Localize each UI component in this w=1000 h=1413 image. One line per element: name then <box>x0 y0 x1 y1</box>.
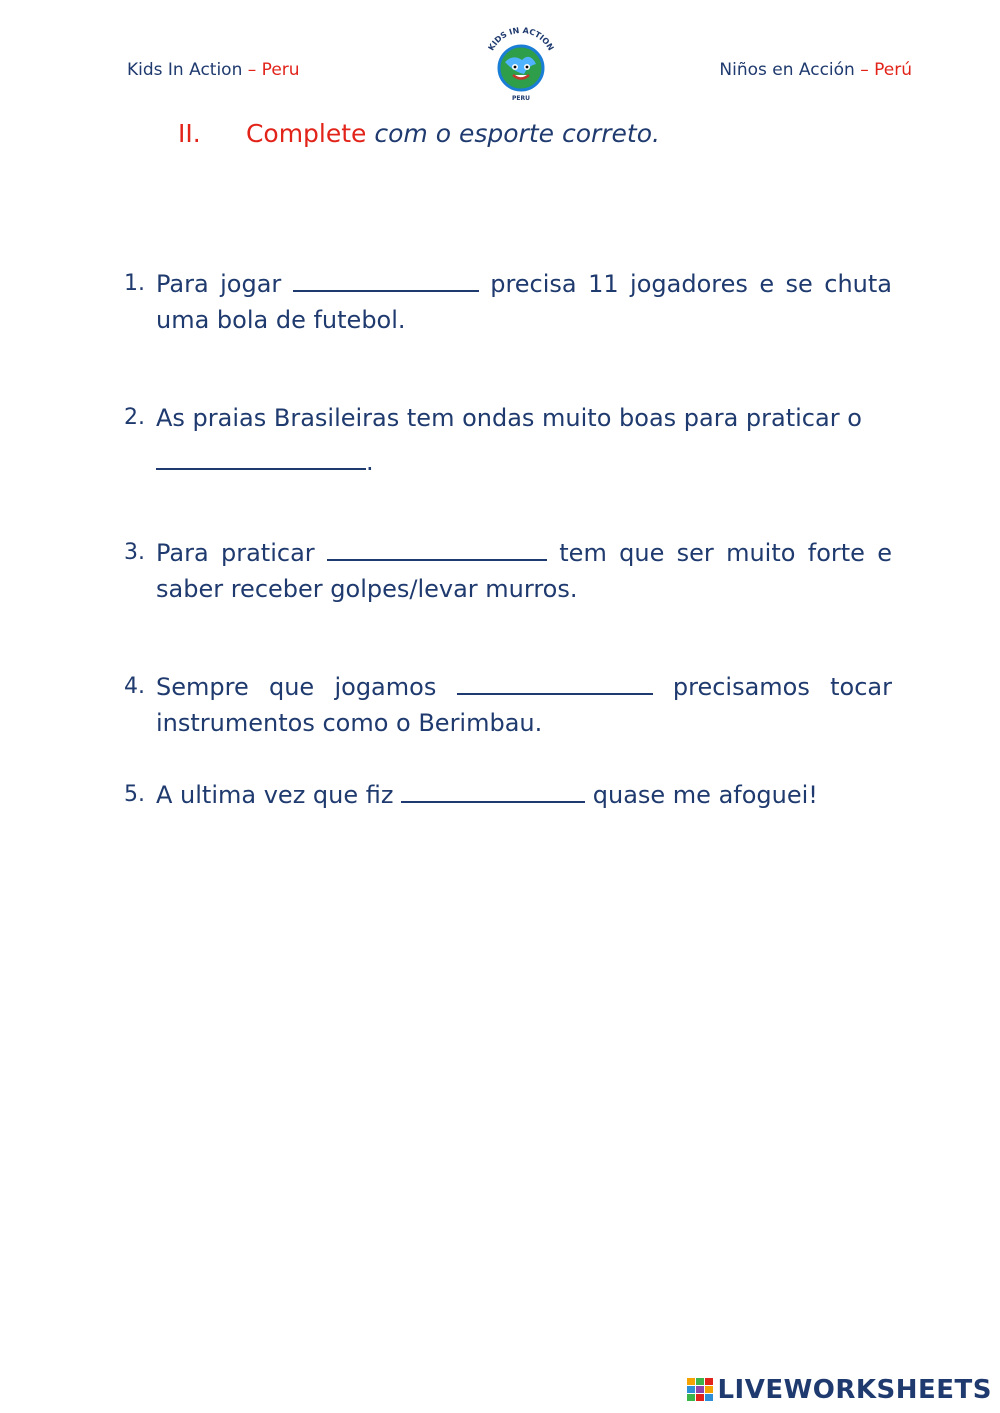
question-5 <box>124 777 892 813</box>
question-text-after: precisa 11 jogadores e se chuta uma bola de futebol. <box>156 270 892 334</box>
question-number: 1. <box>124 271 145 296</box>
section-instruction-verb: Complete <box>245 119 367 148</box>
question-3 <box>124 535 892 607</box>
question-text-before: Para jogar <box>156 270 282 298</box>
question-4 <box>124 669 892 741</box>
logo-top-text: KIDS IN ACTION <box>486 25 556 53</box>
header-right <box>719 60 912 80</box>
question-number: 3. <box>124 540 145 565</box>
answer-blank-4[interactable] <box>457 669 653 695</box>
question-text-before: As praias Brasileiras tem ondas muito boas para praticar o <box>156 404 862 432</box>
question-2 <box>124 400 892 480</box>
question-number: 2. <box>124 405 145 430</box>
liveworksheets-logo-icon <box>687 1378 713 1402</box>
header-left-name: Kids In Action <box>127 60 243 80</box>
liveworksheets-brand-text: LIVEWORKSHEETS <box>717 1375 992 1405</box>
answer-blank-3[interactable] <box>327 535 547 561</box>
question-1 <box>124 266 892 338</box>
question-text-before: Sempre que jogamos <box>156 673 437 701</box>
header-left <box>127 60 300 80</box>
question-number: 4. <box>124 674 145 699</box>
question-text-after: . <box>366 448 374 476</box>
section-numeral: II. <box>178 119 201 148</box>
answer-blank-5[interactable] <box>401 777 585 803</box>
section-instruction-rest: com o esporte correto. <box>374 119 660 148</box>
logo-bottom-text: PERU <box>512 95 530 102</box>
question-text-after: precisamos tocar instrumentos como o Berimbau. <box>156 673 893 737</box>
section-title <box>178 119 660 148</box>
question-text-before: A ultima vez que fiz <box>156 781 394 809</box>
question-number: 5. <box>124 782 145 807</box>
kids-in-action-logo <box>478 22 564 108</box>
liveworksheets-brand[interactable] <box>687 1375 992 1405</box>
answer-blank-1[interactable] <box>293 266 479 292</box>
header-left-country: – Peru <box>247 60 300 80</box>
header-right-country: – Perú <box>860 60 912 80</box>
question-text-before: Para praticar <box>156 539 315 567</box>
header-right-name: Niños en Acción <box>719 60 855 80</box>
question-text-after: tem que ser muito forte e saber receber golpes/levar murros. <box>156 539 892 603</box>
answer-blank-2[interactable] <box>156 444 366 470</box>
question-text-after: quase me afoguei! <box>592 781 818 809</box>
